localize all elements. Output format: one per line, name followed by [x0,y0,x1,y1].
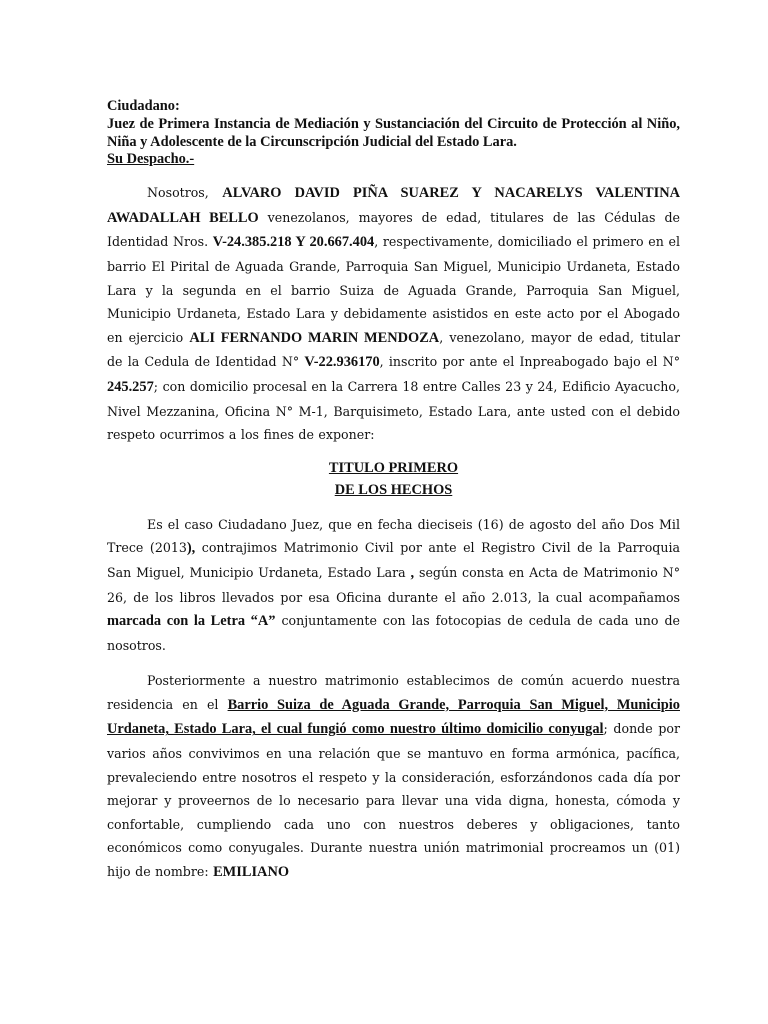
lawyer-name: ALI FERNANDO MARIN MENDOZA [189,329,440,346]
inpreabogado-number: 245.257 [107,378,154,395]
paragraph-parties: Nosotros, ALVARO DAVID PIÑA SUAREZ Y NACARELYS VALENTINA AWADALLAH BELLO venezolanos, mayores de edad, titulares de las Cédulas de Identidad Nros. V-24.385.218 Y 20.667.404, respectivamente, domiciliado el primero en el barrio El Pirital de Aguada Grande, Parroquia San Miguel, Municipio Urdaneta, Estado Lara y la segunda en el barrio Suiza de Aguada Grande, Parroquia San Miguel, Municipio Urdaneta, Estado Lara y debidamente asistidos en este acto por el Abogado en ejercicio ALI FERNANDO MARIN MENDOZA, venezolano, mayor de edad, titular de la Cedula de Identidad N° V-22.936170, inscrito por ante el Inpreabogado bajo el N° 245.257; con domicilio procesal en la Carrera 18 entre Calles 23 y 24, Edificio Ayacucho, Nivel Mezzanina, Oficina N° M-1, Barquisimeto, Estado Lara, ante usted con el debido respeto ocurrimos a los fines de exponer: [107,185,681,443]
exhibit-mark: marcada con la Letra “A” [107,613,276,630]
lawyer-id: V-22.936170 [304,354,380,371]
section-headings [107,457,680,501]
addressee-header [107,98,680,169]
petitioners-names: ALVARO DAVID PIÑA SUAREZ Y NACARELYS VALENTINA AWADALLAH BELLO [107,185,681,226]
id-numbers: V-24.385.218 Y 20.667.404 [212,234,375,251]
child-name: EMILIANO [213,864,290,881]
section-subtitle: DE LOS HECHOS [334,481,453,498]
header-salutation: Ciudadano: [107,98,180,114]
conjugal-domicile: Barrio Suiza de Aguada Grande, Parroquia San Miguel, Municipio Urdaneta, Estado Lara, el cual fungió como nuestro último domicilio conyugal [107,696,680,738]
header-despacho: Su Despacho.- [107,151,195,168]
section-title: TITULO PRIMERO [328,459,459,476]
paragraph-residence: Posteriormente a nuestro matrimonio establecimos de común acuerdo nuestra residencia en el Barrio Suiza de Aguada Grande, Parroquia San Miguel, Municipio Urdaneta, Estado Lara, el cual fungió como nuestro último domicilio conyugal; donde por varios años convivimos en una relación que se mantuvo en forma armónica, pacífica, prevaleciendo entre nosotros el respeto y la consideración, esforzándonos cada día por mejorar y proveernos de lo necesario para llevar una vida digna, honesta, cómoda y confortable, cumpliendo cada uno con nuestros deberes y obligaciones, tanto económicos como conyugales. Durante nuestra unión matrimonial procreamos un (01) hijo de nombre: EMILIANO [107,673,680,881]
header-court: Juez de Primera Instancia de Mediación y Sustanciación del Circuito de Protección al Niño, Niña y Adolescente de la Circunscripción Judicial del Estado Lara. [107,115,680,150]
paragraph-marriage: Es el caso Ciudadano Juez, que en fecha dieciseis (16) de agosto del año Dos Mil Trece (2013), contrajimos Matrimonio Civil por ante el Registro Civil de la Parroquia San Miguel, Municipio Urdaneta, Estado Lara , según consta en Acta de Matrimonio N° 26, de los libros llevados por esa Oficina durante el año 2.013, la cual acompañamos marcada con la Letra “A” conjuntamente con las fotocopias de cedula de cada uno de nosotros. [107,516,681,653]
